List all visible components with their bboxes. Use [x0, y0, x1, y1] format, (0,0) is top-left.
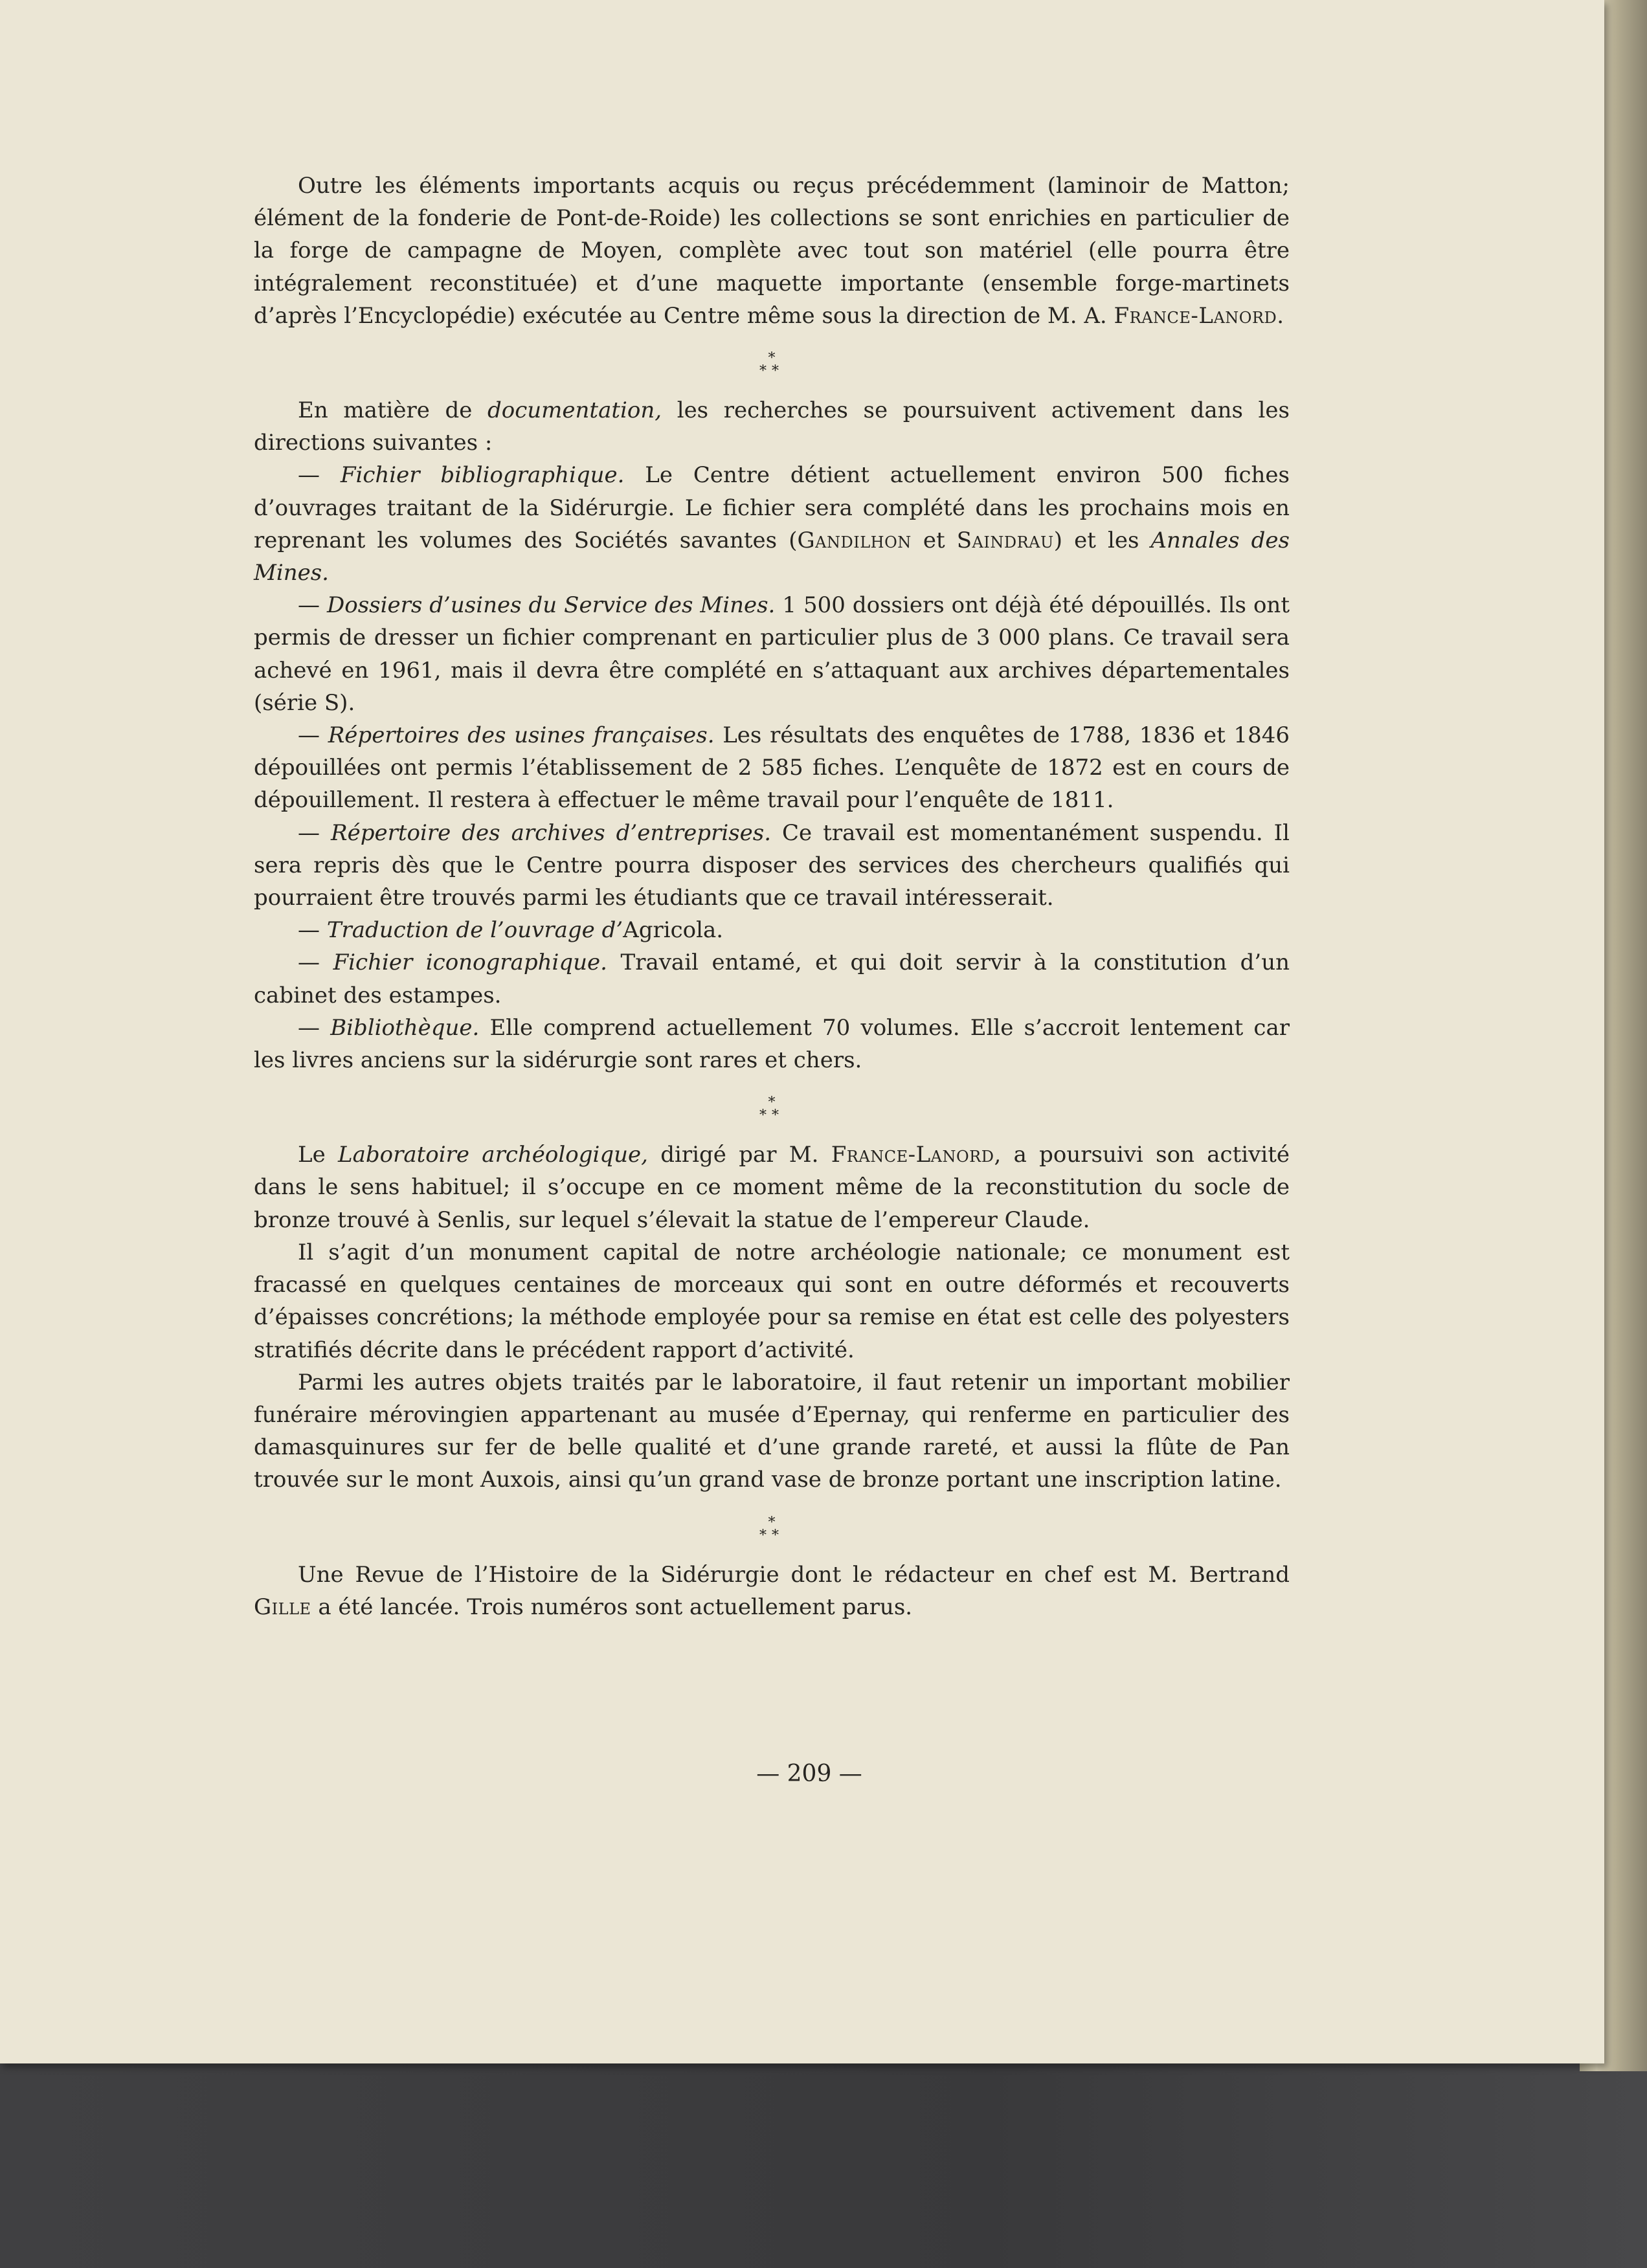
lab-text: Le — [298, 1142, 339, 1168]
intro-text: Outre les éléments importants acquis ou reçus précédemment (laminoir de Matton; élément de la fonderie de Pont-de-Roide) les collections se sont enrichies en particulier de la forge de campagne de Moyen, complète avec tout son matériel (elle pourra être intégralement reconstituée) et d’une maquette importante (ensemble forge-martinets d’après l’Encyclopédie) exécutée au Centre même sous la direction de M. A. — [254, 173, 1290, 329]
revue-paragraph — [254, 1559, 1290, 1623]
asterism-top: * — [768, 350, 776, 367]
doc-item-7 — [254, 1012, 1290, 1076]
person-name: France-Lanord — [831, 1142, 994, 1168]
doc-item-text: ) et les — [1053, 527, 1151, 553]
intro-paragraph — [254, 170, 1290, 332]
doc-item-title: Répertoire des archives d’entreprises. — [331, 819, 772, 846]
asterism-2 — [254, 1076, 1290, 1139]
doc-lead-b: les recherches se poursuivent activement dans les directions suivantes : — [254, 397, 1290, 456]
doc-item-text: Le Centre détient actuellement environ 500 fiches d’ouvrages traitant de la Sidérurgie. Le fichier sera complété dans les prochains mois en reprenant les volumes des Sociétés savantes ( — [254, 462, 1290, 553]
dash: — — [298, 722, 328, 749]
asterism-bottom: ** — [759, 1107, 784, 1124]
doc-item-text: Les résultats des enquêtes de 1788, 1836 et 1846 dépouillées ont permis l’établissement de 2 585 fiches. L’enquête de 1872 est en cours de dépouillement. Il restera à effectuer le même travail pour l’enquête de 1811. — [254, 722, 1290, 814]
dash: — — [298, 950, 333, 976]
asterism-top: * — [768, 1514, 776, 1531]
doc-item-title: Traduction de l’ouvrage d’ — [326, 917, 623, 944]
doc-item-title: Fichier bibliographique. — [340, 462, 625, 489]
intro-end: . — [1277, 302, 1284, 329]
doc-lead-a: En matière de — [298, 397, 487, 424]
doc-item-text: et — [911, 527, 957, 553]
laboratory-paragraph-1 — [254, 1139, 1290, 1236]
asterism-1 — [254, 332, 1290, 394]
doc-item-4 — [254, 817, 1290, 915]
doc-item-text: Agricola. — [623, 917, 724, 944]
doc-item-text: Elle comprend actuellement 70 volumes. Elle s’accroit lentement car les livres anciens sur la sidérurgie sont rares et chers. — [254, 1014, 1290, 1074]
doc-item-title: Répertoires des usines françaises. — [328, 722, 715, 749]
author-name: Saindrau — [956, 527, 1054, 553]
asterism-bottom: ** — [759, 1527, 784, 1544]
lab-text: dirigé par M. — [647, 1142, 831, 1168]
doc-item-text: Ce travail est momentanément suspendu. Il sera repris dès que le Centre pourra disposer des services des chercheurs qualifiés qui pourraient être trouvés parmi les étudiants que ce travail intéresserait. — [254, 819, 1290, 911]
lab-em: Laboratoire archéologique, — [338, 1142, 648, 1168]
page-number: — 209 — — [756, 1761, 862, 1787]
revue-text: a été lancée. Trois numéros sont actuellement parus. — [311, 1594, 913, 1620]
intro-name: France-Lanord — [1114, 302, 1277, 329]
dash: — — [298, 462, 341, 489]
page-body — [254, 170, 1290, 1623]
doc-lead-em: documentation, — [487, 397, 662, 424]
documentation-lead — [254, 394, 1290, 459]
asterism-bottom: ** — [759, 363, 784, 380]
author-name: Gandilhon — [797, 527, 912, 553]
revue-text: Une Revue de l’Histoire de la Sidérurgie dont le rédacteur en chef est M. Bertrand — [298, 1561, 1290, 1588]
doc-item-title: Dossiers d’usines du Service des Mines. — [326, 592, 776, 619]
doc-item-6 — [254, 946, 1290, 1011]
doc-item-title: Bibliothèque. — [330, 1014, 480, 1041]
doc-item-text: Travail entamé, et qui doit servir à la constitution d’un cabinet des estampes. — [254, 950, 1290, 1008]
laboratory-paragraph-3: Parmi les autres objets traités par le laboratoire, il faut retenir un important mobilier funéraire mérovingien appartenant au musée d’Epernay, qui renferme en particulier des damasquinures sur fer de belle qualité et d’une grande rareté, et aussi la flûte de Pan trouvée sur le mont Auxois, ainsi qu’un grand vase de bronze portant une inscription latine. — [254, 1369, 1290, 1493]
doc-item-5 — [254, 914, 1290, 946]
doc-item-title: Fichier iconographique. — [333, 950, 607, 976]
doc-item-1 — [254, 459, 1290, 589]
doc-item-2 — [254, 589, 1290, 719]
journal-title: Annales des Mines. — [254, 527, 1290, 586]
doc-item-text: 1 500 dossiers ont déjà été dépouillés. Ils ont permis de dresser un fichier comprenant en particulier plus de 3 000 plans. Ce travail sera achevé en 1961, mais il devra être complété en s’attaquant aux archives départementales (série S). — [254, 592, 1290, 716]
lab-text: , a poursuivi son activité dans le sens habituel; il s’occupe en ce moment même de la reconstitution du socle de bronze trouvé à Senlis, sur lequel s’élevait la statue de l’empereur Claude. — [254, 1142, 1290, 1233]
laboratory-paragraph-2: Il s’agit d’un monument capital de notre archéologie nationale; ce monument est fracassé en quelques centaines de morceaux qui sont en outre déformés et recouverts d’épaisses concrétions; la méthode employée pour sa remise en état est celle des polyesters stratifiés décrite dans le précédent rapport d’activité. — [254, 1239, 1290, 1363]
asterism-top: * — [768, 1095, 776, 1111]
person-name: Gille — [254, 1594, 311, 1620]
asterism-3 — [254, 1496, 1290, 1559]
dash: — — [298, 592, 327, 619]
dash: — — [298, 917, 327, 944]
doc-item-3 — [254, 719, 1290, 817]
dash: — — [298, 819, 331, 846]
dash: — — [298, 1014, 331, 1041]
